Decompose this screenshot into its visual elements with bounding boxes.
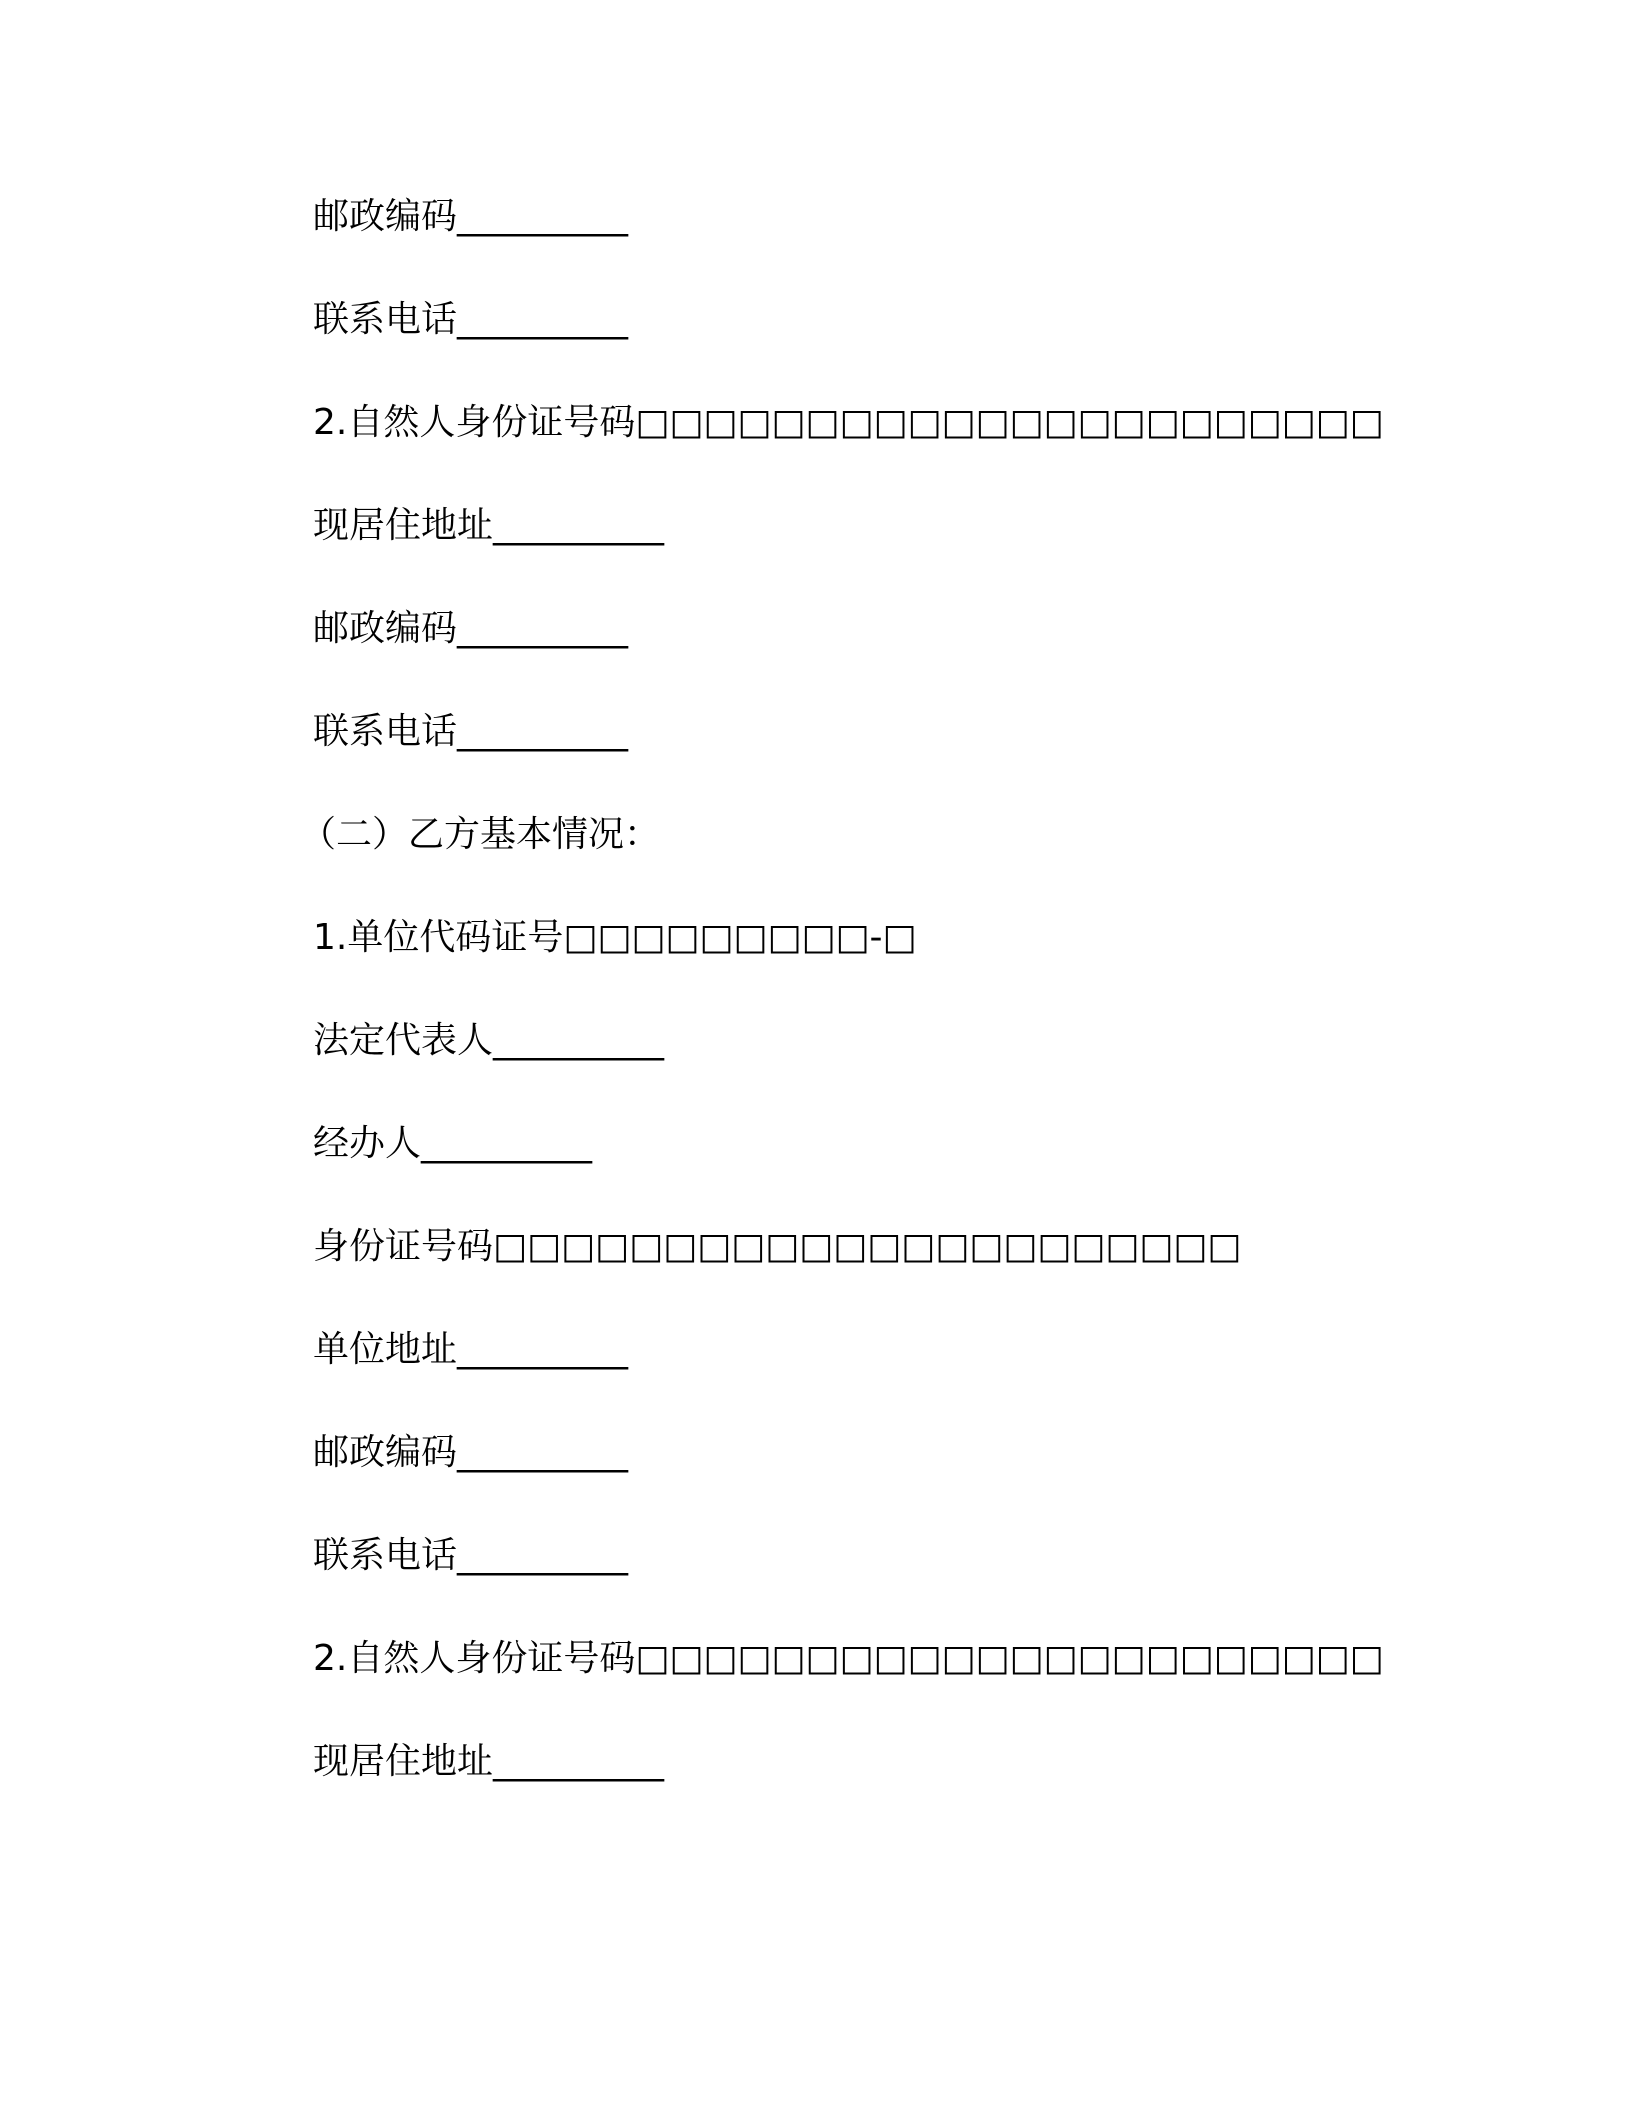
field-label: 现居住地址 xyxy=(313,1741,494,1782)
current-address-line xyxy=(313,1734,663,1790)
blank-underline: __________ xyxy=(493,1741,664,1782)
blank-underline: __________ xyxy=(457,1329,628,1370)
current-address-line xyxy=(313,498,663,554)
org-code-boxes: □□□□□□□□□-□ xyxy=(563,917,917,958)
postal-code-line xyxy=(313,1425,627,1481)
blank-underline: __________ xyxy=(493,1020,664,1061)
id-digit-boxes: □□□□□□□□□□□□□□□□□□□□□□ xyxy=(635,402,1384,443)
field-label: 邮政编码 xyxy=(313,608,458,649)
field-label: 现居住地址 xyxy=(313,505,494,546)
handler-line xyxy=(313,1116,591,1172)
legal-rep-line xyxy=(313,1013,663,1069)
field-label: 联系电话 xyxy=(313,711,458,752)
blank-underline: __________ xyxy=(457,608,628,649)
field-label: 2.自然人身份证号码 xyxy=(313,1638,636,1679)
field-label: 法定代表人 xyxy=(313,1020,494,1061)
postal-code-line xyxy=(313,601,627,657)
party-b-heading xyxy=(300,807,660,863)
field-label: 身份证号码 xyxy=(313,1226,494,1267)
field-label: 邮政编码 xyxy=(313,196,458,237)
blank-underline: __________ xyxy=(493,505,664,546)
org-address-line xyxy=(313,1322,627,1378)
field-label: 邮政编码 xyxy=(313,1432,458,1473)
natural-person-id-line xyxy=(313,395,1384,451)
blank-underline: __________ xyxy=(457,1432,628,1473)
natural-person-id-line xyxy=(313,1631,1384,1687)
phone-line xyxy=(313,292,627,348)
field-label: 经办人 xyxy=(313,1123,422,1164)
blank-underline: __________ xyxy=(457,711,628,752)
field-label: 联系电话 xyxy=(313,299,458,340)
field-label: 单位地址 xyxy=(313,1329,458,1370)
field-label: 2.自然人身份证号码 xyxy=(313,402,636,443)
blank-underline: __________ xyxy=(457,196,628,237)
blank-underline: __________ xyxy=(421,1123,592,1164)
blank-underline: __________ xyxy=(457,1535,628,1576)
phone-line xyxy=(313,704,627,760)
blank-underline: __________ xyxy=(457,299,628,340)
field-label: 1.单位代码证号 xyxy=(313,917,564,958)
id-digit-boxes: □□□□□□□□□□□□□□□□□□□□□□ xyxy=(635,1638,1384,1679)
phone-line xyxy=(313,1528,627,1584)
id-digit-boxes: □□□□□□□□□□□□□□□□□□□□□□ xyxy=(493,1226,1242,1267)
field-label: 联系电话 xyxy=(313,1535,458,1576)
id-number-line xyxy=(313,1219,1241,1275)
postal-code-line xyxy=(313,189,627,245)
section-heading: （二）乙方基本情况： xyxy=(300,814,661,855)
org-code-line xyxy=(313,910,917,966)
